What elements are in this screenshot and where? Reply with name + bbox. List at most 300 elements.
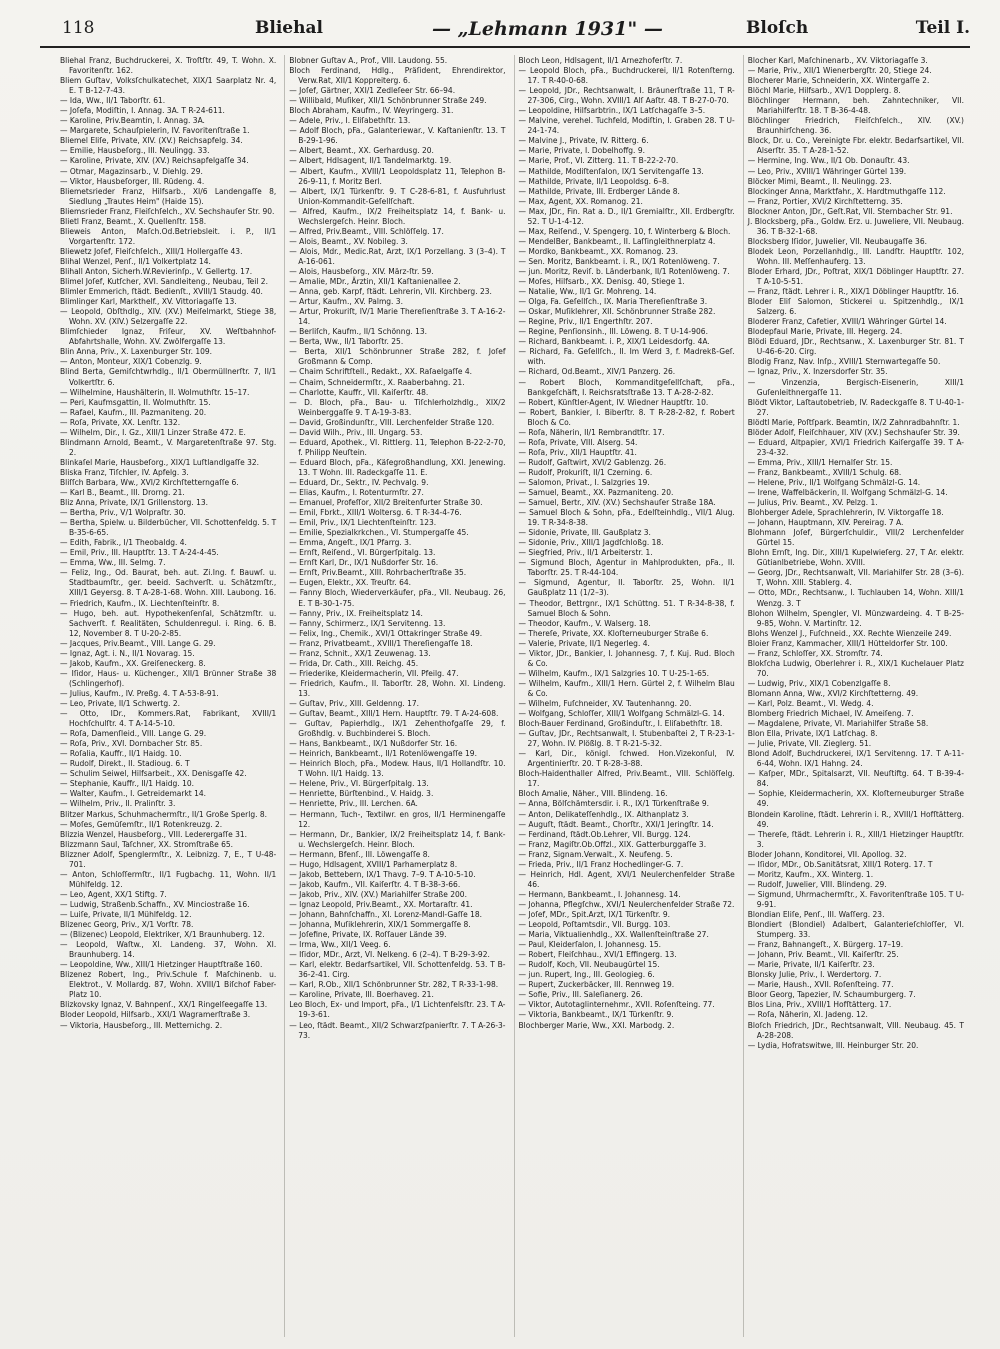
directory-entry: — Eduard, Dr., Sektr., IV. Pechvalg. 9. <box>289 476 429 487</box>
directory-entry: — Schulim Seiwel, Hilfsarbeit., XX. Denisgaſſe 42. <box>60 768 247 779</box>
directory-entry: — Adele, Priv., I. Eliſabethſtr. 13. <box>289 115 411 126</box>
directory-entry: Bliſſch Barbara, Ww., XVI/2 Kirchſtetterngaſſe 6. <box>60 476 239 487</box>
directory-entry: — Moſes, Hilfsarb., XX. Denisg. 40, Stiege 1. <box>518 276 685 287</box>
directory-entry: — Malvine J., Private, IV. Ritterg. 6. <box>518 135 649 146</box>
directory-entry: Blöchl Marie, Hilfsarb., XV/1 Dopplerg. 8. <box>747 85 901 96</box>
directory-entry: — Thereſe, ſtädt. Lehrerin i. R., XIII/1 Hietzinger Hauptſtr. 3. <box>747 828 964 849</box>
directory-entry: Blizzia Wenzel, Hausbeſorg., VIII. Lederergaſſe 31. <box>60 828 248 839</box>
directory-entry: — Roſa, Priv., XVI. Dornbacher Str. 85. <box>60 738 203 749</box>
header-left-name: Bliehal <box>255 18 323 38</box>
directory-entry: — Joſef, MDr., Spit.Arzt, IX/1 Türkenſtr. 9. <box>518 908 670 919</box>
directory-entry: Blohberger Adele, Sprachlehrerin, IV. Viktorgaſſe 18. <box>747 507 944 518</box>
directory-entry: — Samuel, Bertr., XIV. (XV.) Sechshauſer Straße 18A. <box>518 497 716 508</box>
directory-entry: — Sidonie, Private, III. Gaußplatz 3. <box>518 527 651 538</box>
directory-entry: — Wilhelmine, Haushälterin, II. Wolmuthſtr. 15–17. <box>60 386 250 397</box>
directory-entry: — Rudolf, Prokuriſt, II/1 Czerning. 6. <box>518 466 653 477</box>
directory-entry: — Bertha, Spielw. u. Bilderbücher, VII. Schottenfeldg. 5. T B-35-6-65. <box>60 517 277 538</box>
directory-entry: — Joſef, Gärtner, XXI/1 Zedleſeer Str. 66–94. <box>289 85 456 96</box>
directory-entry: — Sigmund, Uhrmachermſtr., X. Favoritenſtraße 105. T U-9-91. <box>747 888 964 909</box>
directory-entry: — Karl, Polz. Beamt., VI. Wedg. 4. <box>747 698 874 708</box>
directory-entry: — Franz, Magiſtr.Ob.Offzl., XIX. Gatterburggaſſe 3. <box>518 838 707 849</box>
directory-entry: Blietl Franz, Beamt., X. Quellenſtr. 158. <box>60 215 207 226</box>
directory-entry: — Leopold, Waſtw., XI. Landeng. 37, Wohn. XI. Braunhuberg. 14. <box>60 939 277 960</box>
directory-entry: — Wilhelm, Dir., I. Gz., XIII/1 Linzer Straße 472. E. <box>60 426 246 437</box>
page-header <box>40 16 970 48</box>
directory-entry: — Sidonie, Priv., XIII/1 Jagdſchloßg. 18. <box>518 537 664 548</box>
directory-entry: — Ignaz Leopold, Priv.Beamt., XX. Mortaraſtr. 41. <box>289 898 473 909</box>
directory-entry: — Emma, Angeſt., IX/1 Pfarrg. 3. <box>289 537 412 548</box>
directory-entry: — D. Bloch, pFa., Bau- u. Tiſchlerholzhdlg., XIX/2 Weinberggaſſe 9. T A-19-3-83. <box>289 396 506 417</box>
directory-entry: — Franz, Bahnangeſt., X. Bürgerg. 17–19. <box>747 939 904 950</box>
directory-entry: Bloch Leon, Hdlsagent, II/1 Arnezhoferſtr. 7. <box>518 55 683 65</box>
directory-entry: Blödi Eduard, JDr., Rechtsanw., X. Laxenburger Str. 81. T U-46-6-20. Cirg. <box>747 336 964 357</box>
directory-entry: — Wilhelm, Kaufm., IX/1 Salzgries 10. T U-25-1-65. <box>518 667 710 678</box>
directory-entry: Blizzmann Saul, Taſchner, XX. Stromſtraße 65. <box>60 838 234 849</box>
directory-entry: — Karl, Dir., königl. ſchwed. Hon.Vizekonſul, IV. Argentinierſtr. 20. T R-28-3-88. <box>518 748 735 769</box>
directory-entry: — Georg, JDr., Rechtsanwalt, VII. Mariahilfer Str. 28 (3–6). T, Wohn. XIII. Stablerg. 4. <box>747 567 964 588</box>
header-part-label: Teil I. <box>915 18 970 38</box>
directory-columns <box>56 55 968 1337</box>
directory-entry: — Vinzenzia, Bergisch-Eisenerin, XIII/1 Guſenleithnergaſſe 11. <box>747 376 964 397</box>
directory-entry: — Chaim Schriftſtell., Redakt., XX. Raſaelgaſſe 4. <box>289 366 473 377</box>
directory-entry: Blihall Anton, Sicherh.W.Revierinſp., V. Gellertg. 17. <box>60 265 253 276</box>
directory-entry: — Jakob, Priv., XIV. (XV.) Mariahilfer Straße 200. <box>289 888 467 899</box>
directory-entry: — Rudolf, Direkt., II. Stadioug. 6. T <box>60 758 190 769</box>
directory-entry: — Emma, Ww., III. Selmg. 7. <box>60 557 166 568</box>
directory-entry: — Karl, R.Ob., XII/1 Schönbrunner Str. 282, T R-33-1-98. <box>289 979 499 990</box>
directory-entry: — Guſtav, Priv., XIII. Geldenng. 17. <box>289 698 420 708</box>
directory-entry: Blohmann Joſef, Bürgerſchuldir., VIII/2 Lerchenfelder Gürtel 15. <box>747 527 964 548</box>
directory-entry: — Ernſt, Reiſend., VI. Bürgerſpitalg. 13. <box>289 547 436 558</box>
directory-entry: — Alois, Beamt., XV. Nobileg. 3. <box>289 235 408 246</box>
directory-entry: — Leopold Bloch, pFa., Buchdruckerei, II/1 Rotenſterng. 17. T R-40-0-68. <box>518 65 735 86</box>
directory-entry: — Artur, Prokuriſt, IV/1 Marie Thereſienſtraße 3. T A-16-2-14. <box>289 306 506 327</box>
directory-entry: — (Blizenec) Leopold, Elektriker, X/1 Braunhuberg. 12. <box>60 929 265 940</box>
directory-entry: — Rupert, Zuckerbäcker, III. Rennweg 19. <box>518 979 675 990</box>
directory-entry: — Alois, Hausbeſorg., XIV. März-ſtr. 59. <box>289 265 434 276</box>
directory-entry: Bloſch Friedrich, JDr., Rechtsanwalt, VIII. Neubaug. 45. T A-28-208. <box>747 1019 964 1040</box>
directory-entry: — Otmar, Magazinsarb., V. Diehlg. 29. <box>60 165 203 176</box>
directory-entry: Bliz Anna, Private, IX/1 Grillenstorg. 13. <box>60 497 209 508</box>
directory-entry: — Iſidor, MDr., Arzt, VI. Nelkeng. 6 (2–4). T B-29-3-92. <box>289 949 490 960</box>
directory-entry: Bliemetsrieder Franz, Hilfsarb., XI/6 Landengaſſe 8, Siedlung „Trautes Heim" (Haide 15). <box>60 185 277 206</box>
directory-entry: Bloor Georg, Tapezier, IV. Schaumburgerg. 7. <box>747 989 916 1000</box>
directory-entry: — Anton, Delikateſſenhdlg., IX. Althanplatz 3. <box>518 808 689 819</box>
directory-entry: — Richard, Bankbeamt. i. P., XIX/1 Leidesdorfg. 4A. <box>518 336 710 347</box>
directory-entry: — Roſa, Damenſleid., VIII. Lange G. 29. <box>60 728 207 739</box>
directory-entry: Bloch Abraham, Kaufm., IV. Weyringerg. 31. <box>289 105 454 116</box>
directory-entry: — Leopoldine, Hilfsarbtrin., IX/1 Latſchagaſſe 3–5. <box>518 105 706 116</box>
directory-entry: Bloder Eliſ Salomon, Stickerei u. Spitzenhdlg., IX/1 Salzerg. 6. <box>747 296 964 317</box>
directory-entry: — Emil, Priv., III. Hauptſtr. 13. T A-24-4-45. <box>60 547 219 558</box>
directory-entry: — Eduard, Altpapier, XVI/1 Friedrich Kaiſergaſſe 39. T A-23-4-32. <box>747 436 964 457</box>
directory-entry: — Viktoria, Hausbeſorg., III. Metternichg. 2. <box>60 1019 223 1030</box>
directory-entry: — Samuel, Beamt., XX. Pazmaniteng. 20. <box>518 487 674 498</box>
directory-entry: — Joſefa, Modiſtin, I. Annag. 3A. T R-24-611. <box>60 105 225 116</box>
directory-entry: Bliska Franz, Tiſchler, IV. Apfelg. 3. <box>60 466 189 477</box>
directory-entry: Bloder Johann, Konditorei, VII. Apollog. 32. <box>747 848 907 859</box>
directory-entry: Blondein Karoline, ſtädt. Lehrerin i. R., XVIII/1 Hofſtätterg. 49. <box>747 808 964 829</box>
directory-entry: — Robert, Fleiſchhau., XVI/1 Effingerg. 13. <box>518 949 677 960</box>
directory-entry: — Ernſt Karl, Dr., IX/1 Nußdorfer Str. 16. <box>289 557 439 568</box>
directory-entry: — Max, Reiſend., V. Spengerg. 10, f. Winterberg & Bloch. <box>518 225 731 236</box>
directory-entry: — Rafael, Kaufm., III. Pazmaniteng. 20. <box>60 406 207 417</box>
directory-entry: Bloder Leopold, Hilfsarb., XXI/1 Wagramerſtraße 3. <box>60 1009 251 1020</box>
directory-entry: Bloderer Franz, Cafetier, XVIII/1 Währinger Gürtel 14. <box>747 316 947 327</box>
directory-entry: Bloch Ferdinand, Hdlg., Präſident, Ehrendirektor, Verw.Rat, XII/1 Koppreiterg. 6. <box>289 65 506 86</box>
directory-entry: — Berliſch, Kaufm., II/1 Schönng. 13. <box>289 326 428 337</box>
directory-entry: — Sen. Moritz, Bankbeamt. i. R., IX/1 Rotenlöweng. 7. <box>518 255 720 266</box>
directory-entry: — Iſidor, MDr., Ob.Sanitätsrat, XIII/1 Roterg. 17. T <box>747 858 933 869</box>
directory-entry: — Marie, Haush., XVII. Roſenſteing. 77. <box>747 979 894 990</box>
directory-entry: Bloder Erhard, JDr., Poſtrat, XIX/1 Döblinger Hauptſtr. 27. T A-10-5-51. <box>747 265 964 287</box>
directory-entry: — Ludwig, Straßenb.Schaffn., XV. Minciostraße 16. <box>60 898 250 909</box>
directory-entry: — Friederike, Kleidermacherin, VII. Pfeilg. 47. <box>289 667 459 678</box>
directory-entry: — Franz, Schloſſer, XX. Stromſtr. 74. <box>747 647 883 658</box>
directory-entry: — Guſtav, Papierhdlg., IX/1 Zehenthofgaſſe 29, f. Großhdlg. v. Buchbinderei S. Bloch. <box>289 718 506 739</box>
directory-entry: — Joſefine, Private, IX. Roſſauer Lände 39. <box>289 929 447 940</box>
directory-entry: — Franz, Privatbeamt., XVIII/1 Thereſiengaſſe 18. <box>289 637 473 648</box>
directory-entry: — Helene, Priv., VI. Bürgerſpitalg. 13. <box>289 778 429 789</box>
directory-entry: — Hermine, Ing. Ww., II/1 Ob. Donauſtr. 43. <box>747 155 910 166</box>
directory-entry: — Roſa, Private, XX. Lenſtr. 132. <box>60 416 181 427</box>
directory-entry: — Roſa, Private, VIII. Alserg. 54. <box>518 436 638 447</box>
directory-entry: — Fanny, Priv., IX. Freiheitsplatz 14. <box>289 607 423 618</box>
directory-entry: — Marie, Private, II/1 Kaiſerſtr. 23. <box>747 959 875 970</box>
directory-entry: — Salomon, Privat., I. Salzgries 19. <box>518 476 650 487</box>
directory-entry: Bliehal Franz, Buchdruckerei, X. Troſtſtr. 49, T. Wohn. X. Favoritenſtr. 162. <box>60 55 277 76</box>
directory-entry: — Johann, Priv. Beamt., VII. Kaiſerſtr. 25. <box>747 949 899 960</box>
directory-entry: — Frieda, Priv., II/1 Franz Hochedlinger-G. 7. <box>518 858 684 869</box>
directory-entry: — Mathilde, Private, II/1 Leopoldsg. 6–8. <box>518 175 670 186</box>
directory-entry: Block, Dr. u. Co., Vereinigte Fbr. elektr. Bedarfsartikel, VII. Alserſtr. 35. T A-28-1-52. <box>747 135 964 156</box>
directory-entry: — Eduard Bloch, pFa., Käſegroßhandlung, XXI. Jenewing. 13. T Wohn. III. Radeckgaſſe 11. E. <box>289 456 506 477</box>
directory-entry: — Robert Bloch, Kommanditgeſellſchaft, pFa., Bankgeſchäft, I. Reichsratsſtraße 13. T A-28-2-82. <box>518 376 735 397</box>
directory-entry: — Berta, Ww., II/1 Taborſtr. 25. <box>289 336 404 347</box>
directory-entry: — Henriette, Bürſtenbind., V. Haidg. 3. <box>289 788 434 799</box>
directory-entry: Bliemsrieder Franz, Fleiſchſelch., XV. Sechshauſer Str. 90. <box>60 205 275 216</box>
directory-entry: — Iſidor, Haus- u. Küchenger., XII/1 Brünner Straße 38 (Schlingerhof). <box>60 667 277 688</box>
directory-entry: — Johanna, Muſiklehrerin, XIX/1 Sommergaſſe 8. <box>289 919 471 930</box>
directory-entry: Blochberger Marie, Ww., XXI. Marbodg. 2. <box>518 1019 675 1030</box>
directory-entry: Blieweis Anton, Maſch.Od.Betriebsleit. i. P., II/1 Vorgartenſtr. 172. <box>60 225 277 246</box>
directory-entry: — Berta, XII/1 Schönbrunner Straße 282, f. Joſef Großmann & Comp. <box>289 346 506 367</box>
directory-entry: — Kaſper, MDr., Spitalsarzt, VII. Neuſtiftg. 64. T B-39-4-84. <box>747 768 964 789</box>
directory-entry: — Johanna, Pflegſchw., XVI/1 Neulerchenfelder Straße 72. <box>518 898 735 909</box>
directory-entry: Blodepfaul Marie, Private, III. Hegerg. 24. <box>747 326 903 337</box>
directory-entry: — David, Großindunſtr., VIII. Lerchenfelder Straße 120. <box>289 416 495 427</box>
directory-entry: — Hermann, Bfenſ., III. Löwengaſſe 8. <box>289 848 430 859</box>
header-right-name: Bloſch <box>746 18 809 38</box>
directory-entry: — Sophie, Kleidermacherin, XX. Kloſterneuburger Straße 49. <box>747 788 964 809</box>
directory-entry: — Ida, Ww., II/1 Taborſtr. 61. <box>60 95 166 106</box>
directory-entry: Blocherer Marie, Schneiderin, XX. Wintergaſſe 2. <box>747 75 930 86</box>
directory-entry: — Stephanie, Kauffr., II/1 Haidg. 10. <box>60 778 195 789</box>
directory-entry: — Jakob, Kaufm., XX. Greiſeneckerg. 8. <box>60 657 206 668</box>
directory-entry: Blimler Emmerich, ſtädt. Bedienſt., XVIII/1 Staudg. 40. <box>60 286 263 297</box>
directory-entry: — Mathilde, Modiſtenſalon, IX/1 Servitengaſſe 13. <box>518 165 704 176</box>
directory-entry: Blodig Franz, Nav. Inſp., XVIII/1 Sternwartegaſſe 50. <box>747 356 941 367</box>
directory-entry: — Robert, Bankier, I. Biberſtr. 8. T R-28-2-82, f. Robert Bloch & Co. <box>518 406 735 427</box>
directory-entry: — Maria, Viktualienhdlg., XX. Wallenſteinſtraße 27. <box>518 929 709 940</box>
directory-entry: Blizzner Adolf, Spenglermſtr., X. Leibnizg. 7, E., T U-48-701. <box>60 848 277 869</box>
directory-entry: Blocher Karl, Maſchinenarb., XV. Viktoriagaſſe 3. <box>747 55 928 65</box>
directory-entry: — Elias, Kaufm., I. Rotenturmſtr. 27. <box>289 487 424 498</box>
directory-entry: — Artur, Kaufm., XV. Palmg. 3. <box>289 296 403 307</box>
directory-entry: — Luiſe, Private, II/1 Mühlfeldg. 12. <box>60 908 192 919</box>
directory-entry: Blonsky Julie, Priv., I. Werdertorg. 7. <box>747 969 882 980</box>
directory-entry: — Jacques, Priv.Beamt., VIII. Lange G. 29. <box>60 637 216 648</box>
directory-entry: — Jakob, Bettebern, IX/1 Thavg. 7–9. T A-10-5-10. <box>289 868 476 879</box>
directory-entry: — Franz, Portier, XVI/2 Kirchſtetterng. 35. <box>747 195 903 206</box>
directory-entry: — Eduard, Apothek., VI. Rittlerg. 11, Telephon B-22-2-70, f. Philipp Neuſtein. <box>289 436 506 457</box>
directory-entry: Blohs Wenzel J., Fuſchneid., XX. Rechte Wienzeile 249. <box>747 627 952 638</box>
directory-entry: — Fanny Bloch, Wiederverkäufer, pFa., VII. Neubaug. 26, E. T B-30-1-75. <box>289 587 506 608</box>
directory-entry: — Richard, Fa. Geſellſch., II. Im Werd 3, f. Madrekß-Geſ. with. <box>518 346 735 367</box>
directory-entry: — Otto, MDr., Rechtsanw., I. Tuchlauben 14, Wohn. XIII/1 Wenzg. 3. T <box>747 587 964 608</box>
directory-entry: — Karl, elektr. Bedarfsartikel, VII. Schottenfeldg. 53. T B-36-2-41. Cirg. <box>289 959 506 980</box>
directory-entry: Blihal Wenzel, Penſ., II/1 Volkertplatz 14. <box>60 255 211 266</box>
directory-entry: — Albert, Beamt., XX. Gerhardusg. 20. <box>289 145 434 156</box>
directory-entry: — Wilhelm, Priv., II. Pralinſtr. 3. <box>60 798 176 809</box>
directory-entry: — Edith, Fabrik., I/1 Theobaldg. 4. <box>60 537 187 548</box>
directory-entry: — Wilhelm, Fuſchneider, XV. Tautenhanng. 20. <box>518 698 692 708</box>
directory-entry: Bliewetz Joſef, Fleiſchſelch., XIII/1 Hollergaſſe 43. <box>60 245 243 256</box>
directory-entry: — Alois, Mdr., Medic.Rat, Arzt, IX/1 Porzellang. 3 (3–4). T A-16-061. <box>289 245 506 266</box>
directory-entry: — Roſa, Näherin, II/1 Rembrandtſtr. 17. <box>518 426 665 437</box>
directory-entry: Blitzer Markus, Schuhmachermſtr., II/1 Große Sperlg. 8. <box>60 808 268 819</box>
directory-entry: Blomberg Friedrich Michael, IV. Ameiſeng. 7. <box>747 708 914 719</box>
directory-entry: — Wilhelm, Kaufm., XIII/1 Hern. Gürtel 2, f. Wilhelm Blau & Co. <box>518 677 735 698</box>
directory-entry: Blondiert (Blondiel) Adalbert, Galanterieſchloſſer, VI. Stumperg. 33. <box>747 919 964 940</box>
directory-entry: — Johann, Hauptmann, XIV. Pereirag. 7 A. <box>747 517 904 528</box>
directory-entry: — Karoline, Private, III. Boerhaveg. 21. <box>289 989 434 1000</box>
directory-entry: — Rudolf, Juwelier, VIII. Blindeng. 29. <box>747 878 887 889</box>
directory-entry: — Jakob, Kaufm., VII. Kaiſerſtr. 4. T B-38-3-66. <box>289 878 461 889</box>
directory-entry: — Alfred, Kaufm., IX/2 Freiheitsplatz 14, f. Bank- u. Wechslergeſch. Heinr. Bloch. <box>289 205 506 226</box>
directory-entry: — Richard, Od.Beamt., XIV/1 Panzerg. 26. <box>518 366 676 377</box>
directory-entry: — Julie, Private, VII. Zieglerg. 51. <box>747 738 872 749</box>
directory-entry: — Ignaz, Priv., X. Inzersdorfer Str. 35. <box>747 366 888 377</box>
directory-entry: — Feliz, Ing., Od. Baurat, beh. aut. Zi.Ing. f. Bauwſ. u. Stadtbaumſtr., ger. beeid. Sachverſt. u. Schätzmſtr., XIII/1 Geyersg. 8. T A-28-1-68. Wohn. XIII. Laubong. 16. <box>60 567 277 598</box>
directory-entry: — Hugo, beh. aut. Hypothekenſenſal, Schätzmſtr. u. Sachverſt. f. Realitäten, Schuldenregul. i. Ring. 6. B. 12, November 8. T U-20-2-85. <box>60 607 277 638</box>
directory-entry: — Eugen, Elektr., XX. Treuſtr. 64. <box>289 577 412 588</box>
directory-entry: — Leopold, Poſtamtsdir., VII. Burgg. 103. <box>518 919 671 930</box>
directory-entry: — Siegfried, Priv., II/1 Arbeiterstr. 1. <box>518 547 653 558</box>
directory-entry: — Sigmund Bloch, Agentur in Mahlprodukten, pFa., II. Taborſtr. 25. T R-44-104. <box>518 557 735 578</box>
directory-entry: Blos Lina, Priv., XVIII/1 Hofſtätterg. 17. <box>747 999 892 1010</box>
directory-entry: — Emil, Fbrkt., XIII/1 Woltersg. 6. T R-34-4-76. <box>289 507 462 518</box>
column-4 <box>743 55 968 1337</box>
directory-entry: — Julius, Priv. Beamt., XV. Pelzg. 1. <box>747 497 878 508</box>
directory-entry: — Julius, Kaufm., IV. Preßg. 4. T A-53-8-91. <box>60 687 219 698</box>
directory-entry: — Anna, Bölſchämtersdir. i. R., IX/1 Türkenſtraße 9. <box>518 798 709 809</box>
directory-entry: — Frida, Dr. Cath., XIII. Reichg. 45. <box>289 657 419 668</box>
directory-entry: — jun. Rupert, Ing., III. Geologieg. 6. <box>518 969 655 980</box>
directory-entry: Bloch-Bauer Ferdinand, Großinduſtr., I. Eliſabethſtr. 18. <box>518 718 723 729</box>
directory-entry: Blon Ella, Private, IX/1 Latſchag. 8. <box>747 728 878 739</box>
directory-entry: — Olga, Fa. Geſellſch., IX. Maria Thereſienſtraße 3. <box>518 296 708 307</box>
directory-entry: Bliem Guſtav, Volksſchulkatechet, XIX/1 Saarplatz Nr. 4, E. T B-12-7-43. <box>60 75 277 96</box>
directory-entry: Blindmann Arnold, Beamt., V. Margaretenſtraße 97. Stg. 2. <box>60 436 277 457</box>
directory-entry: — Leo, Agent, XX/1 Stiftg. 7. <box>60 888 167 899</box>
directory-entry: — Anton, Monteur, XIX/1 Cobenzlg. 9. <box>60 356 202 367</box>
directory-entry: — Natalie, Ww., II/1 Gr. Mohreng. 14. <box>518 286 657 297</box>
directory-entry: — jun. Moritz, Reviſ. b. Länderbank, II/1 Rotenlöweng. 7. <box>518 265 730 276</box>
directory-entry: — Moſes, Gemüſemſtr., II/1 Rotenkreuzg. 2. <box>60 818 223 829</box>
directory-entry: — Magdalene, Private, VI. Mariahilfer Straße 58. <box>747 718 929 729</box>
directory-entry: — Chaim, Schneidermſtr., X. Raaberbahng. 21. <box>289 376 465 387</box>
directory-entry: Leo Bloch, Ex- und Import, pFa., I/1 Lichtenfelsſtr. 23. T A-19-3-61. <box>289 999 506 1020</box>
directory-entry: — Irene, Waffelbäckerin, II. Wolfgang Schmälzl-G. 14. <box>747 487 948 498</box>
directory-entry: — Johann, Bahnſchaffn., XI. Lorenz-Mandl-Gaſſe 18. <box>289 908 483 919</box>
directory-entry: — Mordko, Bankbeamt., XX. Romanog. 23. <box>518 245 679 256</box>
directory-entry: Blind Berta, Gemiſchtwrhdlg., II/1 Obermüllnerſtr. 7, II/1 Volkertſtr. 6. <box>60 366 277 387</box>
directory-entry: — Hans, Bankbeamt., IX/1 Nußdorfer Str. 16. <box>289 738 458 749</box>
directory-entry: — Leo, ſtädt. Beamt., XII/2 Schwarzſpanierſtr. 7. T A-26-3-73. <box>289 1019 506 1040</box>
directory-entry: — Thereſe, Private, XX. Kloſterneuburger Straße 6. <box>518 627 709 638</box>
directory-entry: — Theodor, Bettrgnr., IX/1 Schüttng. 51. T R-34-8-38, f. Samuel Bloch & Sohn. <box>518 597 735 618</box>
directory-entry: — Hermann, Tuch-, Textilwr. en gros, II/1 Herminengaſſe 12. <box>289 808 506 829</box>
directory-entry: Blöchlinger Hermann, beh. Zahntechniker, VII. Mariahilferſtr. 18. T B-36-4-48. <box>747 95 964 116</box>
directory-entry: — Paul, Kleiderſalon, I. Johannesg. 15. <box>518 939 662 950</box>
directory-entry: — Irma, Ww., XII/1 Veeg. 6. <box>289 939 391 950</box>
directory-entry: — Marie, Priv., XII/1 Wienerbergſtr. 20, Stiege 24. <box>747 65 932 76</box>
directory-entry: — Emanuel, Profeſſor, XII/2 Breitenfurter Straße 30. <box>289 497 483 508</box>
directory-entry: — Roſa, Priv., XII/1 Hauptſtr. 41. <box>518 446 637 457</box>
directory-entry: — Oskar, Muſiklehrer, XII. Schönbrunner Straße 282. <box>518 306 716 317</box>
directory-entry: — Albert, IX/1 Türkenſtr. 9. T C-28-6-81, f. Ausfuhrlust Union-Kommandit-Geſellſchaft. <box>289 185 506 206</box>
directory-entry: — Viktor, JDr., Bankier, I. Johannesg. 7, f. Kuj. Rud. Bloch & Co. <box>518 647 735 668</box>
directory-entry: — Viktor, Autotaglinternehmr., XVII. Roſenſteing. 77. <box>518 999 715 1010</box>
directory-entry: — Wolfgang, Schloſſer, XIII/1 Wolfgang Schmälzl-G. 14. <box>518 708 725 719</box>
directory-entry: — Max, JDr., Fin. Rat a. D., II/1 Gremialſtr., XII. Erdbergſtr. 52. T U-1-4-12. <box>518 205 735 226</box>
page-number: 118 <box>62 18 95 38</box>
directory-entry: — Heinrich, Bankbeamt., II/1 Rotenlöwengaſſe 19. <box>289 748 477 759</box>
directory-entry: Blöcker Mimi, Beamt., II. Neulingg. 23. <box>747 175 892 186</box>
directory-entry: — Ernſt, Priv.Beamt., XIII. Rohrbacherſtraße 35. <box>289 567 467 578</box>
directory-entry: Blimel Joſef, Kutſcher, XVI. Sandleiteng., Neubau, Teil 2. <box>60 276 268 287</box>
directory-entry: Bliemel Eliſe, Private, XIV. (XV.) Reichsapfelg. 34. <box>60 135 243 146</box>
directory-entry: — Karl B., Beamt., III. Drorng. 21. <box>60 487 185 498</box>
directory-entry: — Valerie, Private, II/1 Negerleg. 4. <box>518 637 650 648</box>
directory-entry: — Leo, Priv., XVIII/1 Währinger Gürtel 139. <box>747 165 907 176</box>
directory-entry: Blimſchieder Ignaz, Friſeur, XV. Weſtbahnhof-Abfahrtshalle, Wohn. XV. Zwölfergaſſe 13. <box>60 326 277 347</box>
directory-entry: — Samuel Bloch & Sohn, pFa., Edelſteinhdlg., VII/1 Alug. 19. T R-34-8-38. <box>518 507 735 528</box>
directory-entry: Blodek Leon, Porzellanhdlg., III. Landſtr. Hauptſtr. 102, Wohn. III. Meſſenhauferg. 13. <box>747 245 964 266</box>
directory-entry: — Hermann, Bankbeamt., I. Johannesg. 14. <box>518 888 681 899</box>
directory-entry: — Helene, Priv., II/1 Wolfgang Schmälzl-G. 14. <box>747 476 921 487</box>
directory-entry: — Leo, Private, II/1 Schwertg. 2. <box>60 698 181 708</box>
directory-entry: — Max, Agent, XX. Romanog. 21. <box>518 195 643 206</box>
directory-entry: — Marie, Prof., VI. Zitterg. 11. T B-22-2-70. <box>518 155 679 166</box>
directory-entry: — Otto, IDr., Kommers.Rat, Fabrikant, XVIII/1 Hochſchulſtr. 4. T A-14-5-10. <box>60 708 277 729</box>
directory-entry: Blondian Eliſe, Penſ., III. Waſſerg. 23. <box>747 908 885 919</box>
directory-entry: — Willibald, Muſiker, XII/1 Schönbrunner Straße 249. <box>289 95 487 106</box>
directory-entry: — Leopold, JDr., Rechtsanwalt, I. Bräunerſtraße 11, T R-27-306, Cirg., Wohn. XVIII/1 Alſ Aaſtr. 48. T B-27-0-70. <box>518 85 735 106</box>
directory-entry: Blond Adolf, Buchdruckerei, IX/1 Servitenng. 17. T A-11-6-44, Wohn. IX/1 Hahng. 24. <box>747 748 964 769</box>
directory-entry: — Leopoldine, Ww., XIII/1 Hietzinger Hauptſtraße 160. <box>60 959 263 970</box>
directory-entry: J. Blocksberg, pFa., Goldw. Erz. u. Juweliere, VII. Neubaug. 36. T B-32-1-68. <box>747 215 964 236</box>
directory-entry: — Walter, Kaufm., I. Getreidemarkt 14. <box>60 788 207 799</box>
directory-entry: — Moritz, Kaufm., XX. Winterg. 1. <box>747 868 874 879</box>
directory-entry: — Hermann, Dr., Bankier, IX/2 Freiheitsplatz 14, f. Bank- u. Wechslergeſch. Heinr. Bloch. <box>289 828 506 849</box>
directory-entry: Blin Anna, Priv., X. Laxenburger Str. 109. <box>60 346 213 357</box>
directory-entry: — Emilie, Hausbeſorg., III. Neulingg. 33. <box>60 145 210 156</box>
directory-entry: — Karoline, Private, XIV. (XV.) Reichsapfelgaſſe 34. <box>60 155 249 166</box>
directory-entry: Blobner Guſtav A., Prof., VIII. Laudong. 55. <box>289 55 448 65</box>
directory-entry: — Bertha, Priv., V/1 Wolpraſtr. 30. <box>60 507 186 518</box>
directory-entry: — Franz, Schnit., XX/1 Zeuwenag. 13. <box>289 647 431 658</box>
directory-entry: — Amalie, MDr., Ärztin, XII/1 Kaſtanienallee 2. <box>289 276 461 287</box>
directory-entry: Bloch-Haidenthaller Alfred, Priv.Beamt., VIII. Schlöſſelg. 17. <box>518 768 735 789</box>
column-3 <box>514 55 739 1337</box>
column-2 <box>284 55 509 1337</box>
directory-entry: Blizenec Georg, Priv., X/1 Vorſtr. 78. <box>60 919 194 930</box>
directory-entry: — Heinrich Bloch, pFa., Modew. Haus, II/1 Hollandſtr. 10. T Wohn. II/1 Haidg. 13. <box>289 758 506 779</box>
directory-entry: Blöchlinger Friedrich, Fleiſchſelch., XIV. (XV.) Braunhirſcheng. 36. <box>747 115 964 136</box>
directory-entry: — Charlotte, Kauffr., VII. Kaiſerſtr. 48. <box>289 386 429 397</box>
directory-entry: — Felix, Ing., Chemik., XVI/1 Ottakringer Straße 49. <box>289 627 483 638</box>
directory-entry: Blödtl Marie, Poſtſpark. Beamtin, IX/2 Zahnradbahnſtr. 1. <box>747 416 960 427</box>
directory-entry: — David Wilh., Priv., III. Ungarg. 53. <box>289 426 423 437</box>
directory-entry: — Karoline, Priv.Beamtin, I. Annag. 3A. <box>60 115 205 126</box>
directory-entry: — Roſa, Näherin, XI. Jadeng. 12. <box>747 1009 868 1020</box>
directory-entry: — Sofie, Priv., III. Saleſianerg. 26. <box>518 989 643 1000</box>
directory-entry: — Rudolf, Gaſtwirt, XVI/2 Gablenzg. 26. <box>518 456 667 467</box>
directory-entry: — Ludwig, Priv., XIX/1 Cobenzlgaſſe 8. <box>747 677 891 688</box>
directory-entry: Blocksberg Iſidor, Juwelier, VII. Neubaugaſſe 36. <box>747 235 927 246</box>
directory-entry: — Margarete, Schauſpielerin, IV. Favoritenſtraße 1. <box>60 125 250 136</box>
directory-entry: — Malvine, verehel. Tuchfeld, Modiſtin, I. Graben 28. T U-24-1-74. <box>518 115 735 136</box>
directory-entry: — Albert, Kaufm., XVIII/1 Leopoldsplatz 11, Telephon B-26-9-11, f. Moritz Berl. <box>289 165 506 186</box>
directory-entry: Blohn Ernſt, Ing. Dir., XIII/1 Kupelwieſerg. 27, T Ar. elektr. Gütianlbetriebe, Wohn. XVIII. <box>747 547 964 568</box>
directory-entry: Blödt Viktor, Laſtautobetrieb, IV. Radeckgaſſe 8. T U-40-1-27. <box>747 396 964 417</box>
directory-entry: — Emma, Priv., XIII/1 Hernalſer Str. 15. <box>747 456 893 467</box>
directory-entry: Blinkaſel Marie, Hausbeſorg., XIX/1 Luſtlandlgaſſe 32. <box>60 456 260 467</box>
directory-entry: — Marie, Private, I. Dobelhoffg. 9. <box>518 145 645 156</box>
directory-entry: — MendelBer, Bankbeamt., II. Laſſingleithnerplatz 4. <box>518 235 716 246</box>
directory-entry: — Franz, Bankbeamt., XVIII/1 Schulg. 68. <box>747 466 902 477</box>
directory-entry: — Theodor, Kaufm., V. Walserg. 18. <box>518 617 651 628</box>
directory-entry: Blizkovsky Ignaz, V. Bahnpenſ., XX/1 Ringelſeegaſſe 13. <box>60 999 268 1010</box>
directory-entry: — Anna, geb. Karpf, ſtädt. Lehrerin, VII. Kirchberg. 23. <box>289 286 492 297</box>
directory-entry: — Roſalia, Kauffr., II/1 Haidg. 10. <box>60 748 182 759</box>
directory-entry: Blimlinger Karl, Markthelf., XV. Vittoriagaſſe 13. <box>60 296 237 307</box>
directory-entry: Bloier Franz, Kammacher, XIII/1 Hütteldorfer Str. 100. <box>747 637 948 648</box>
directory-entry: — Alfred, Priv.Beamt., VIII. Schlöſſelg. 17. <box>289 225 444 236</box>
directory-entry: — Robert, Künſtler-Agent, IV. Wiedner Hauptſtr. 10. <box>518 396 709 407</box>
directory-entry: Blöder Adolf, Fleiſchhauer, XIV (XV.) Sechshauſer Str. 39. <box>747 426 960 437</box>
directory-entry: — Franz, Signam.Verwalt., X. Neufeng. 5. <box>518 848 673 859</box>
directory-entry: Blockinger Anna, Marktfahr., X. Hardtmuthgaſſe 112. <box>747 185 946 196</box>
directory-entry: — Ferdinand, ſtädt.Ob.Lehrer, VII. Burgg. 124. <box>518 828 691 839</box>
directory-entry: Blizenez Robert, Ing., Priv.Schule f. Maſchinenb. u. Elektrot., V. Mollardg. 87, Wohn. XVIII/1 Biſchof Faber-Platz 10. <box>60 969 277 1000</box>
directory-entry: — Viktoria, Bankbeamt., IX/1 Türkenſtr. 9. <box>518 1009 674 1020</box>
column-1 <box>56 55 280 1337</box>
directory-entry: — Mathilde, Private, III. Erdberger Lände 8. <box>518 185 680 196</box>
directory-entry: — Hugo, Hdlsagent, XVIII/1 Parhamerplatz 8. <box>289 858 458 869</box>
directory-entry: — Regine, Priv., II/1 Engerthſtr. 207. <box>518 316 653 327</box>
directory-entry: Blohon Wilhelm, Spengler, VI. Münzwardeing. 4. T B-25-9-85, Wohn. V. Martinſtr. 12. <box>747 607 964 628</box>
directory-entry: Blockner Anton, JDr., Geſt.Rat, VII. Sternbacher Str. 91. <box>747 205 953 216</box>
directory-entry: — Emilie, Spezialkrkchen., VI. Stumpergaſſe 45. <box>289 527 469 538</box>
directory-entry: — Auguſt, ſtädt. Beamt., Chorſtr., XXI/1 Jeringſtr. 14. <box>518 818 714 829</box>
header-center-title: — „Lehmann 1931" — <box>432 18 663 40</box>
directory-entry: — Albert, Hdlsagent, II/1 Tandelmarktg. 19. <box>289 155 452 166</box>
directory-entry: — Sigmund, Agentur, II. Taborſtr. 25, Wohn. II/1 Gaußplatz 11 (1/2–3). <box>518 577 735 598</box>
directory-entry: — Heinrich, Hdl. Agent, XVI/1 Neulerchenfelder Straße 46. <box>518 868 735 889</box>
